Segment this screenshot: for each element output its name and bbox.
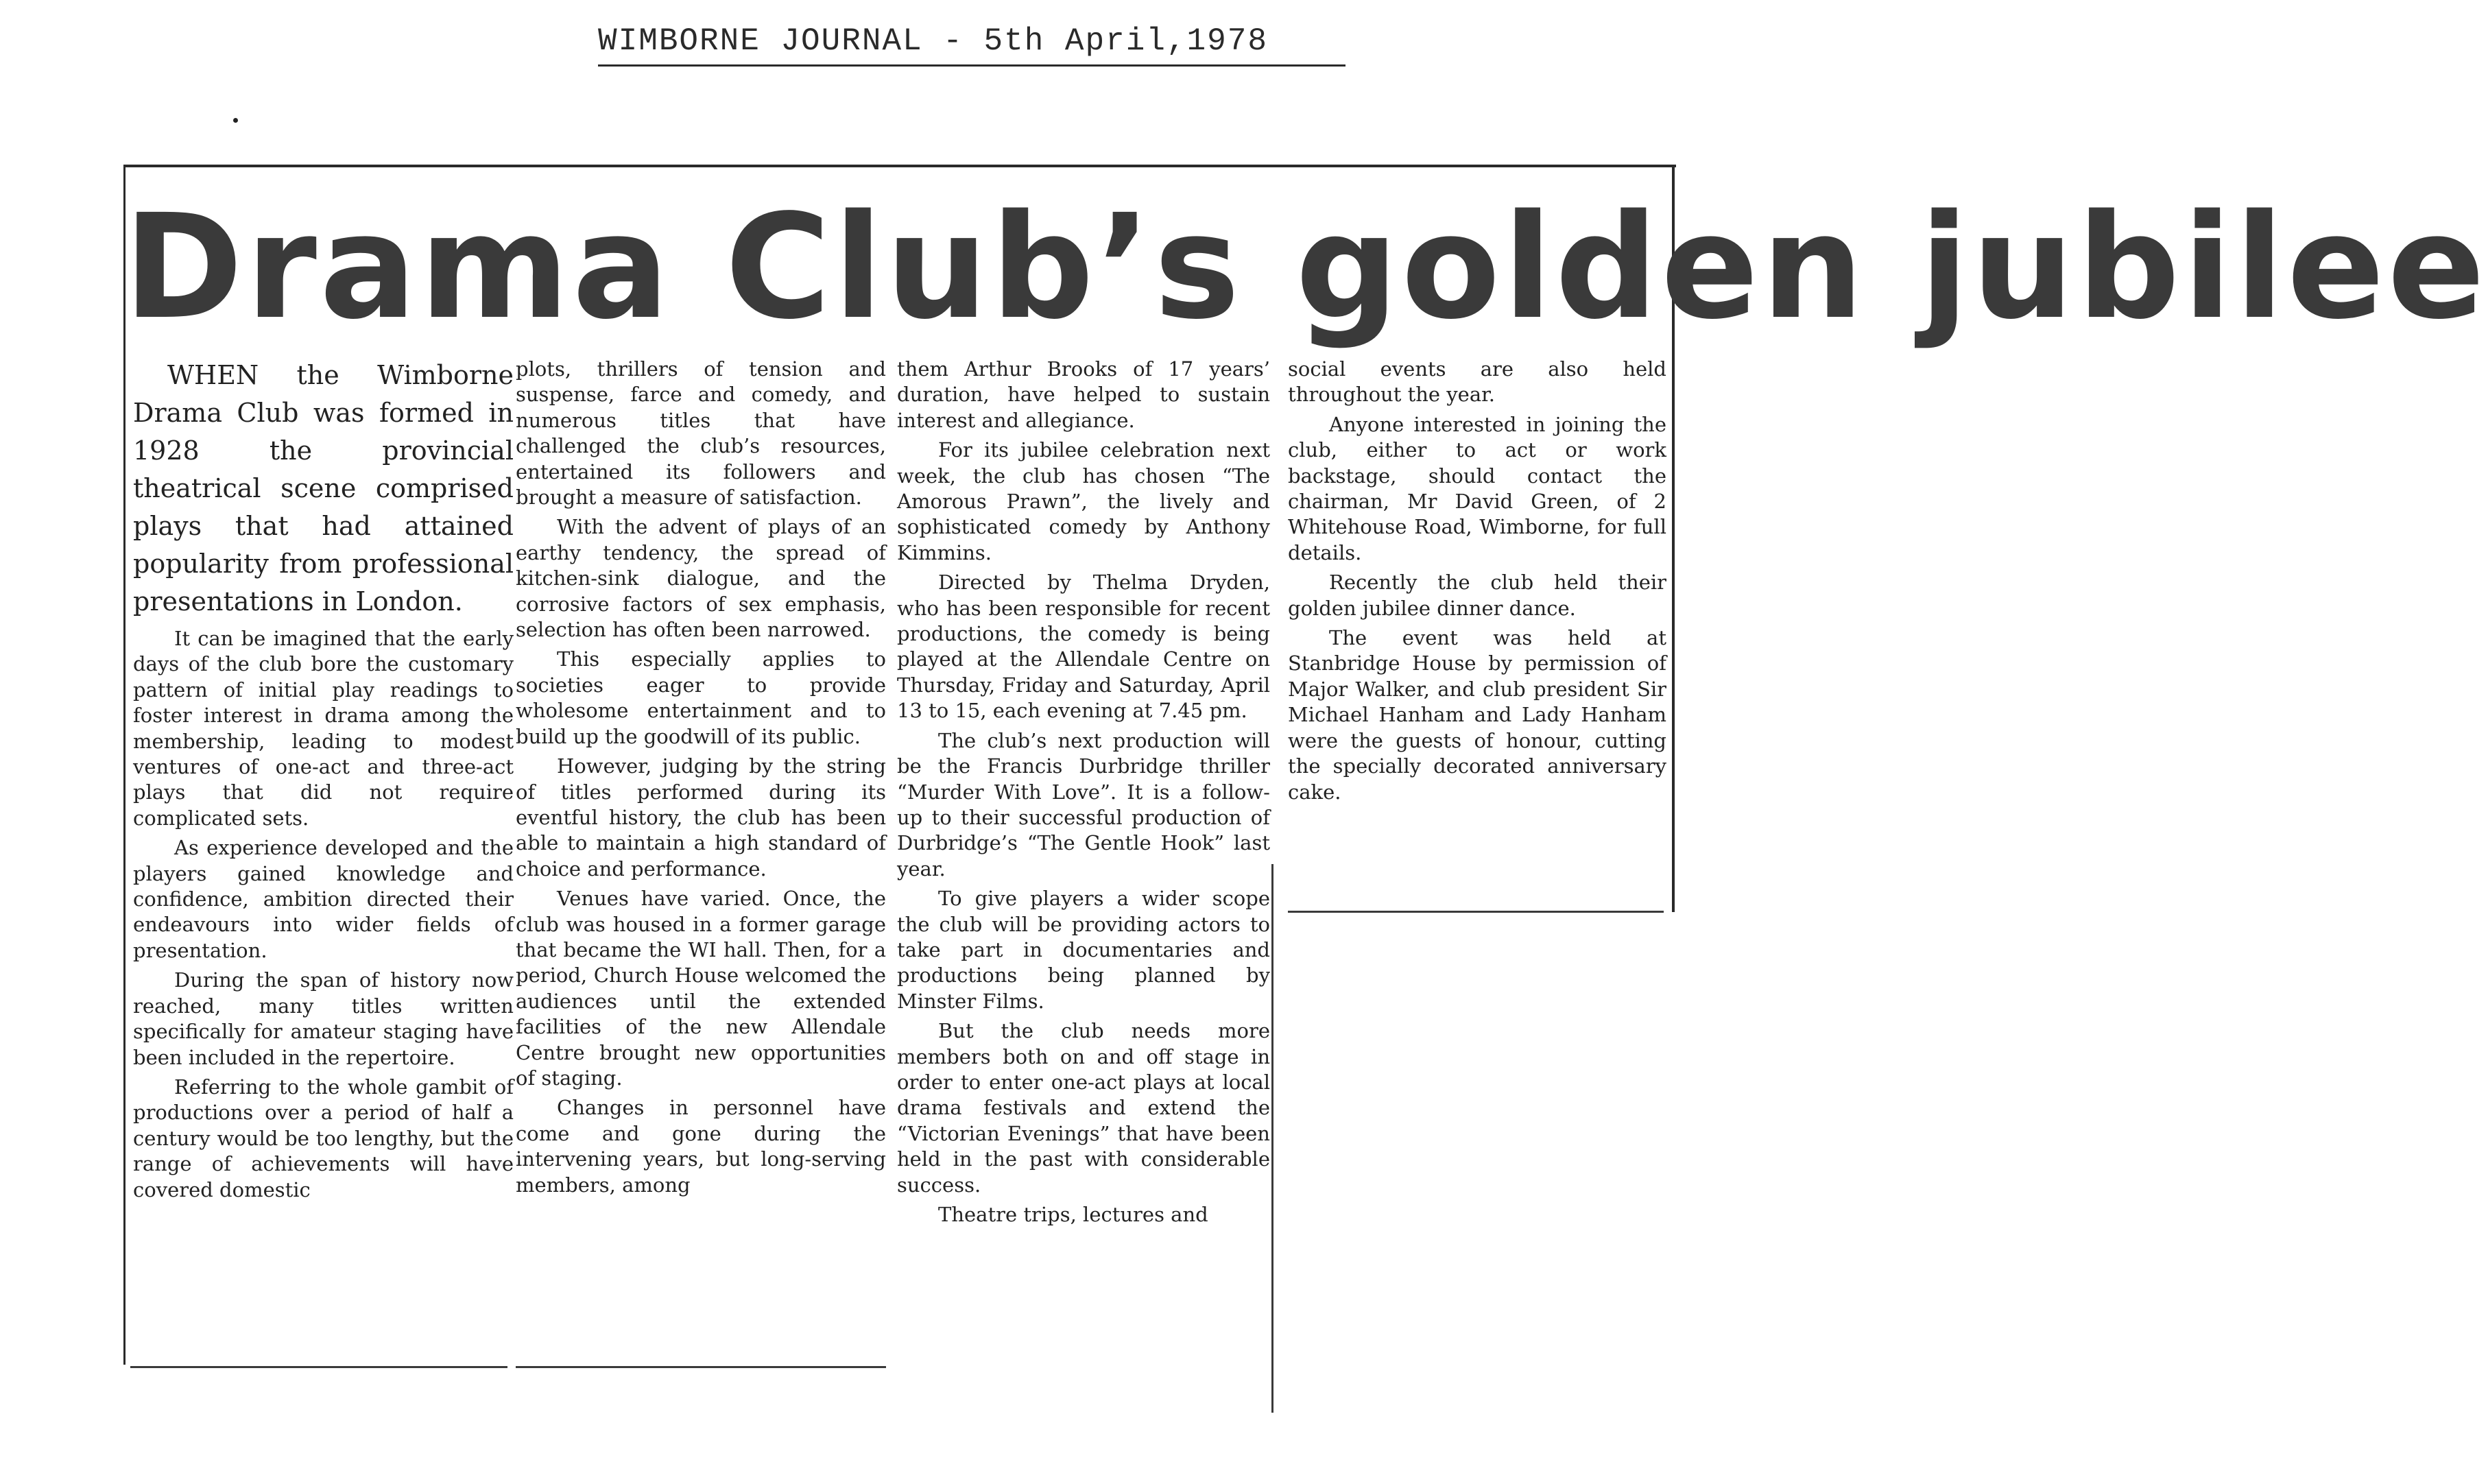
headline: Drama Club’s golden jubilee xyxy=(123,183,2488,351)
article-paragraph: It can be imagined that the early days of the club bore the customary pattern of initial play readings to foster interest in drama among the membership, leading to modest ventures of one-act and three-act plays that did not require complicated sets. xyxy=(133,627,514,830)
article-paragraph: Recently the club held their golden jubilee dinner dance. xyxy=(1288,571,1666,620)
article-paragraph: them Arthur Brooks of 17 years’ duration, have helped to sustain interest and allegiance. xyxy=(897,357,1270,432)
column-1-bottom-rule xyxy=(130,1366,507,1368)
ink-speck xyxy=(233,118,238,123)
article-paragraph: Directed by Thelma Dryden, who has been responsible for recent productions, the comedy is being played at the Allendale Centre on Thursday, Friday and Saturday, April 13 to 15, each evening at 7.45 pm. xyxy=(897,571,1270,723)
source-line-text: WIMBORNE JOURNAL - 5th April,1978 xyxy=(598,23,1268,59)
article-paragraph: Anyone interested in joining the club, either to act or work backstage, should contact the chairman, Mr David Green, of 2 Whitehouse Road, Wimborne, for full details. xyxy=(1288,412,1666,564)
article-paragraph: plots, thrillers of tension and suspense, farce and comedy, and numerous titles that have challenged the club’s resources, entertained its followers and brought a measure of satisfaction. xyxy=(516,357,886,510)
article-paragraph: The event was held at Stanbridge House by permission of Major Walker, and club president Sir Michael Hanham and Lady Hanham were the guests of honour, cutting the specially decorated anniversary cake. xyxy=(1288,626,1666,804)
article-column-2 xyxy=(516,357,886,1202)
article-paragraph: Referring to the whole gambit of productions over a period of half a century would be too lengthy, but the range of achievements will have covered domestic xyxy=(133,1075,514,1201)
source-line xyxy=(598,23,1345,71)
article-paragraph: Changes in personnel have come and gone during the intervening years, but long-serving members, among xyxy=(516,1096,886,1197)
article-column-3 xyxy=(897,357,1270,1232)
article-paragraph: This especially applies to societies eager to provide wholesome entertainment and to build up the goodwill of its public. xyxy=(516,647,886,748)
article-paragraph: Theatre trips, lectures and xyxy=(938,1203,1208,1226)
article-paragraph: To give players a wider scope the club will be providing actors to take part in documentaries and productions being planned by Minster Films. xyxy=(897,887,1270,1013)
article-paragraph: As experience developed and the players gained knowledge and confidence, ambition directed their endeavours into wider fields of presentation. xyxy=(133,836,514,962)
column-2-bottom-rule xyxy=(516,1366,886,1368)
lead-paragraph: WHEN the Wimborne Drama Club was formed in 1928 the provincial theatrical scene comprised plays that had attained popularity from professional presentations in London. xyxy=(133,360,514,617)
article-paragraph: For its jubilee celebration next week, the club has chosen “The Amorous Prawn”, the lively and sophisticated comedy by Anthony Kimmins. xyxy=(897,438,1270,564)
article-paragraph: However, judging by the string of titles performed during its eventful history, the club has been able to maintain a high standard of choice and performance. xyxy=(516,754,886,881)
article-column-4 xyxy=(1288,357,1666,809)
article-paragraph: But the club needs more members both on and off stage in order to enter one-act plays at local drama festivals and extend the “Victorian Evenings” that have been held in the past with considerable success. xyxy=(897,1019,1270,1197)
newspaper-article xyxy=(123,165,2488,1447)
article-frame-top xyxy=(123,165,1676,167)
column-4-bottom-rule xyxy=(1288,911,1664,913)
article-paragraph: With the advent of plays of an earthy tendency, the spread of kitchen-sink dialogue, and the corrosive factors of sex emphasis, selection has often been narrowed. xyxy=(516,515,886,642)
article-column-1 xyxy=(133,357,514,1207)
article-paragraph: During the span of history now reached, many titles written specifically for amateur staging have been included in the repertoire. xyxy=(133,968,514,1069)
article-paragraph: The club’s next production will be the Francis Durbridge thriller “Murder With Love”. It is a follow-up to their successful production of Durbridge’s “The Gentle Hook” last year. xyxy=(897,728,1270,881)
article-paragraph: social events are also held throughout the year. xyxy=(1288,357,1666,407)
source-line-underline xyxy=(598,64,1345,67)
article-paragraph: Venues have varied. Once, the club was housed in a former garage that became the WI hall. Then, for a period, Church House welcomed the audiences until the extended facilities of the new Allendale Centre brought new opportunities of staging. xyxy=(516,887,886,1090)
column-3-side-rule xyxy=(1271,864,1273,1413)
